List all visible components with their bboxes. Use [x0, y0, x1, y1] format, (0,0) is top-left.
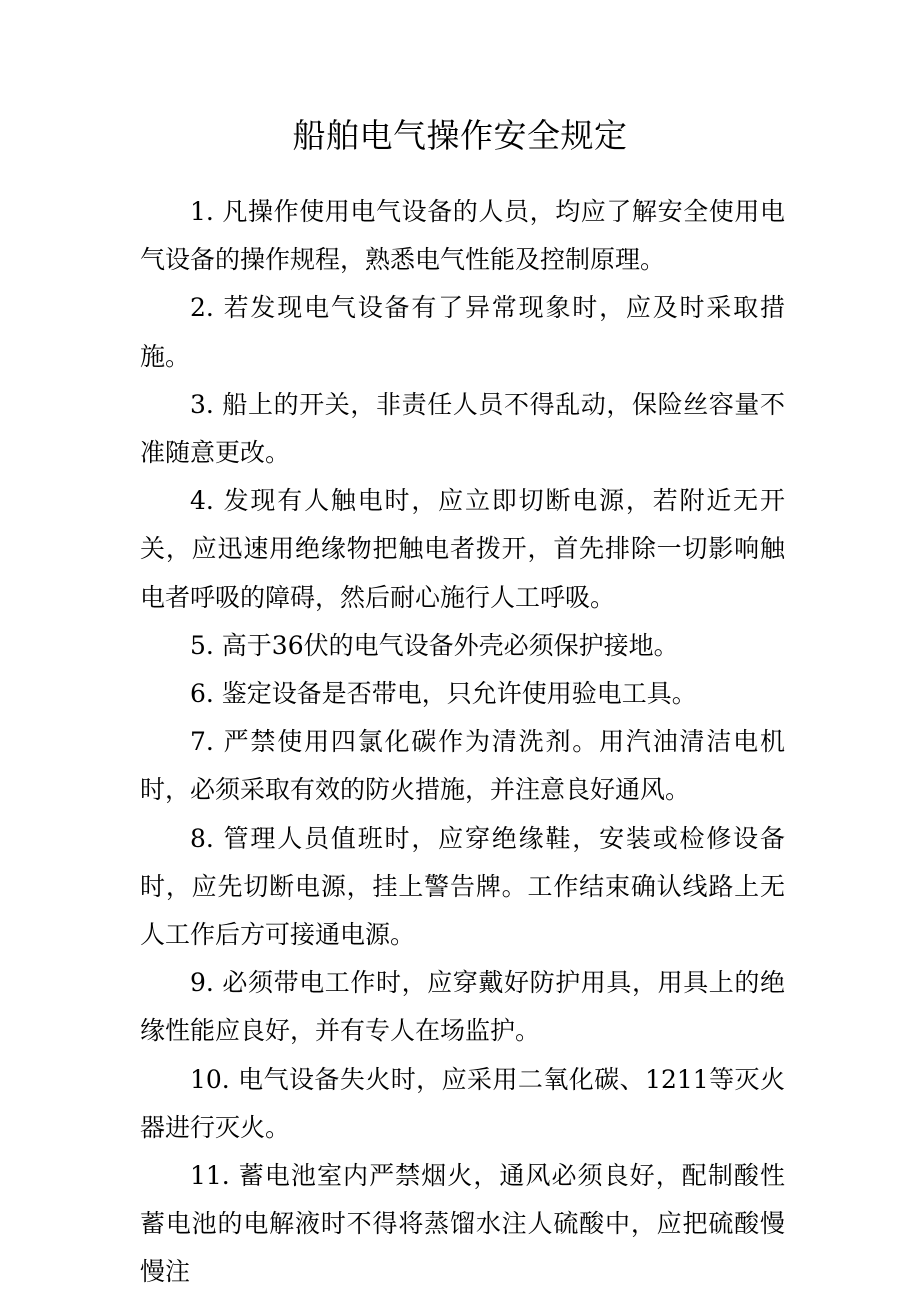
paragraph-1: 1. 凡操作使用电气设备的人员，均应了解安全使用电气设备的操作规程，熟悉电气性能及控制原理。: [140, 197, 785, 275]
paragraph-2: 2. 若发现电气设备有了异常现象时，应及时采取措施。: [140, 293, 785, 371]
paragraph-8: 8. 管理人员值班时，应穿绝缘鞋，安装或检修设备时，应先切断电源，挂上警告牌。工作结束确认线路上无人工作后方可接通电源。: [140, 823, 785, 950]
paragraph-9: 9. 必须带电工作时，应穿戴好防护用具，用具上的绝缘性能应良好，并有专人在场监护。: [140, 968, 785, 1046]
document-title: 船舶电气操作安全规定: [292, 116, 628, 155]
paragraph-5: 5. 高于36伏的电气设备外壳必须保护接地。: [190, 630, 679, 660]
paragraph-10: 10. 电气设备失火时，应采用二氧化碳、1211等灭火器进行灭火。: [140, 1064, 785, 1142]
document-body: [140, 188, 785, 1297]
paragraph-11: 11. 蓄电池室内严禁烟火，通风必须良好，配制酸性蓄电池的电解液时不得将蒸馏水注人硫酸中，应把硫酸慢慢注: [140, 1161, 785, 1287]
paragraph-3: 3. 船上的开关，非责任人员不得乱动，保险丝容量不准随意更改。: [140, 389, 785, 468]
paragraph-4: 4. 发现有人触电时，应立即切断电源，若附近无开关，应迅速用绝缘物把触电者拨开，首先排除一切影响触电者呼吸的障碍，然后耐心施行人工呼吸。: [140, 486, 785, 612]
paragraph-7: 7. 严禁使用四氯化碳作为清洗剂。用汽油清洁电机时，必须采取有效的防火措施，并注意良好通风。: [140, 727, 785, 805]
paragraph-6: 6. 鉴定设备是否带电，只允许使用验电工具。: [190, 679, 697, 709]
